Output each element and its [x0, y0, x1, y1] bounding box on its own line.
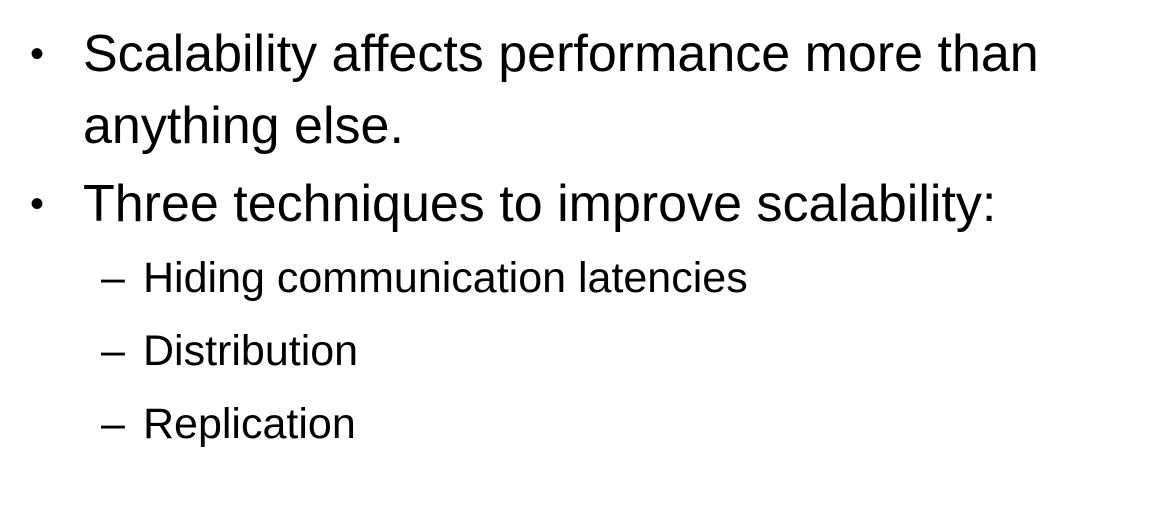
sub-item-replication	[101, 388, 1150, 461]
bullet-icon: •	[30, 32, 45, 76]
sub-item-hiding-latencies	[101, 242, 1150, 315]
bullet-icon: •	[30, 182, 45, 226]
bullet-text: Scalability affects performance more than anything else.	[83, 25, 1039, 155]
bullet-list	[30, 18, 1150, 467]
sub-item-distribution	[101, 315, 1150, 388]
sub-item-text: Replication	[143, 400, 356, 448]
bullet-item-three-techniques	[30, 168, 1150, 461]
bullet-text: Three techniques to improve scalability:	[83, 175, 997, 233]
dash-icon: –	[101, 254, 125, 302]
bullet-item-scalability-performance	[30, 18, 1150, 162]
sub-item-text: Hiding communication latencies	[143, 254, 748, 302]
sub-list	[101, 242, 1150, 461]
dash-icon: –	[101, 327, 125, 375]
sub-item-text: Distribution	[143, 327, 359, 375]
dash-icon: –	[101, 400, 125, 448]
